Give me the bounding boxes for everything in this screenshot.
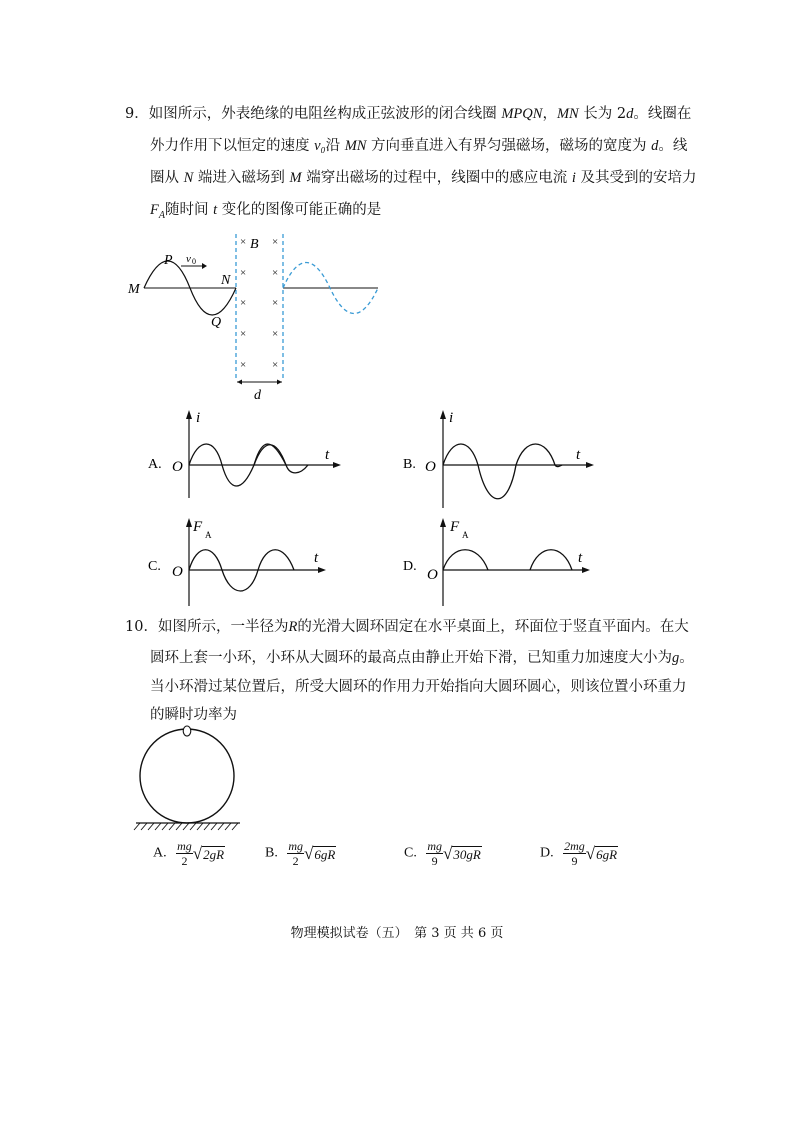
hatch-line <box>155 823 161 830</box>
option-C-graph[interactable] <box>148 518 326 606</box>
option-D-curve <box>443 550 488 570</box>
label-d: d <box>254 388 261 403</box>
q10-line1: 10．如图所示，一半径为R的光滑大圆环固定在水平桌面上，环面位于竖直平面内。在大 <box>125 619 689 635</box>
option-C-curve <box>189 550 294 591</box>
svg-text:C.: C. <box>148 559 161 574</box>
option-B-graph[interactable] <box>403 410 594 508</box>
label-B: B <box>250 237 259 252</box>
q10-number: 10． <box>125 619 158 635</box>
field-marks <box>240 236 278 371</box>
hatch-line <box>134 823 140 830</box>
svg-text:O: O <box>172 459 183 475</box>
table-hatch <box>134 823 238 830</box>
q9-line2: 外力作用下以恒定的速度 v₀沿 MN 方向垂直进入有界匀强磁场，磁场的宽度为 d。线 <box>150 138 688 154</box>
q10-line4: 的瞬时功率为 <box>150 707 237 723</box>
q10-option-B[interactable]: B. $\frac{mg}{2}$ √6gR <box>265 839 336 868</box>
field-x-mark: × <box>272 359 279 371</box>
option-A-graph[interactable] <box>148 410 341 498</box>
big-ring <box>140 729 234 823</box>
svg-text:t: t <box>314 550 319 566</box>
hatch-line <box>204 823 210 830</box>
hatch-line <box>211 823 217 830</box>
svg-text:t: t <box>325 447 330 463</box>
q9-line3: 圈从 N 端进入磁场到 M 端穿出磁场的过程中，线圈中的感应电流 i 及其受到的安培力 <box>150 170 697 186</box>
q10-line2: 圆环上套一小环，小环从大圆环的最高点由静止开始下滑，已知重力加速度大小为g。 <box>150 650 694 666</box>
label-v0: v <box>186 253 191 265</box>
label-Q: Q <box>211 315 222 330</box>
label-M: M <box>128 282 140 297</box>
q9-line4: $F_A$随时间 t 变化的图像可能正确的是 <box>150 202 382 221</box>
hatch-line <box>183 823 189 830</box>
field-x-mark: × <box>272 267 279 279</box>
label-v0-sub: 0 <box>192 257 196 266</box>
svg-text:t: t <box>576 447 581 463</box>
svg-text:A: A <box>462 530 469 540</box>
field-x-mark: × <box>240 328 247 340</box>
hatch-line <box>176 823 182 830</box>
field-x-mark: × <box>240 297 247 309</box>
svg-text:i: i <box>196 410 201 426</box>
svg-text:F: F <box>193 519 203 535</box>
svg-text:D.: D. <box>403 559 417 574</box>
field-x-mark: × <box>272 236 279 248</box>
sine-coil <box>144 261 236 315</box>
hatch-line <box>141 823 147 830</box>
hatch-line <box>162 823 168 830</box>
hatch-line <box>169 823 175 830</box>
hatch-line <box>148 823 154 830</box>
field-x-mark: × <box>272 297 279 309</box>
sine-coil-ghost <box>283 263 378 314</box>
svg-text:O: O <box>172 564 183 580</box>
option-A-curve <box>189 444 308 486</box>
svg-text:A: A <box>205 530 212 540</box>
label-P: P <box>164 253 173 268</box>
small-ring <box>183 726 191 736</box>
q9-line1: 9．如图所示，外表绝缘的电阻丝构成正弦波形的闭合线圈 MPQN，MN 长为 2d。线圈在 <box>125 106 692 122</box>
svg-text:t: t <box>578 550 583 566</box>
hatch-line <box>190 823 196 830</box>
svg-text:O: O <box>427 567 438 583</box>
hatch-line <box>232 823 238 830</box>
page-footer: 物理模拟试卷（五） 第 3 页 共 6 页 <box>290 926 504 941</box>
field-x-mark: × <box>240 359 247 371</box>
field-x-mark: × <box>272 328 279 340</box>
field-x-mark: × <box>240 236 247 248</box>
svg-text:i: i <box>449 410 454 426</box>
hatch-line <box>197 823 203 830</box>
field-x-mark: × <box>240 267 247 279</box>
hatch-line <box>225 823 231 830</box>
svg-text:F: F <box>450 519 460 535</box>
q9-number: 9． <box>125 106 149 122</box>
hatch-line <box>218 823 224 830</box>
label-N: N <box>221 273 231 288</box>
svg-text:O: O <box>425 459 436 475</box>
svg-text:B.: B. <box>403 457 416 472</box>
svg-text:A.: A. <box>148 457 162 472</box>
option-D-graph[interactable] <box>403 518 590 606</box>
q10-option-D[interactable]: D. $\frac{2mg}{9}$ √6gR <box>540 839 618 868</box>
option-B-curve <box>443 444 562 499</box>
q10-line3: 当小环滑过某位置后，所受大圆环的作用力开始指向大圆环圆心，则该位置小环重力 <box>150 679 687 695</box>
q10-option-A[interactable]: A. $\frac{mg}{2}$ √2gR <box>153 839 225 868</box>
q10-option-C[interactable]: C. $\frac{mg}{9}$ √30gR <box>404 839 481 868</box>
